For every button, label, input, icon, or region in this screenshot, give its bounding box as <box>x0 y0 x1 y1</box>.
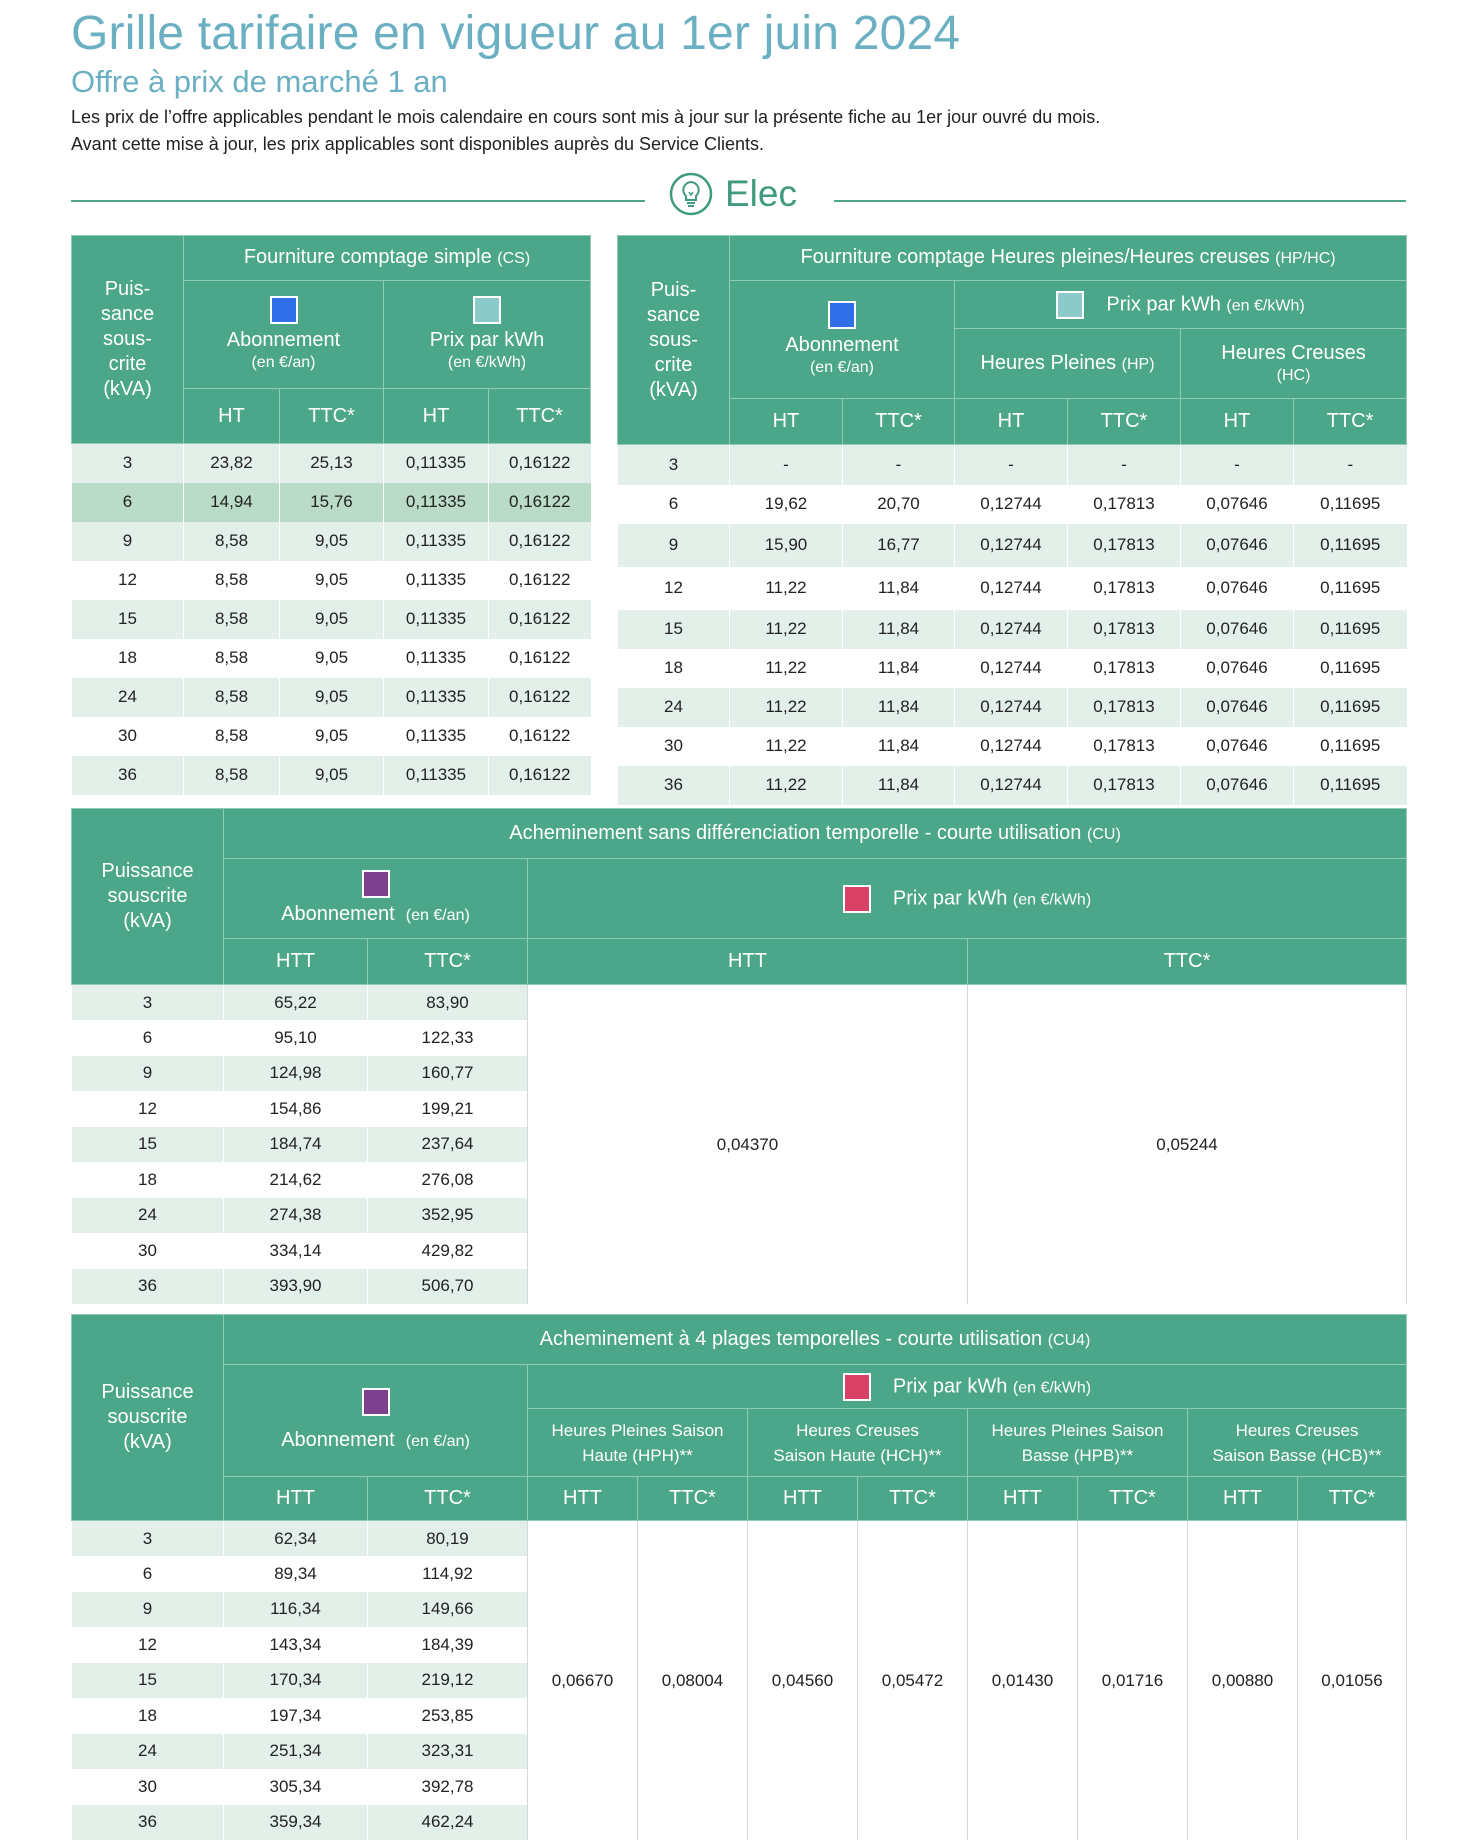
value-cell: 0,11335 <box>384 678 489 717</box>
table-cu4 <box>71 1314 1407 1840</box>
value-cell: 20,70 <box>843 485 955 524</box>
hphc-abo-ht-header: HT <box>730 399 843 445</box>
cu-prix-htt-header: HTT <box>528 939 968 985</box>
value-cell: 0,12744 <box>955 610 1068 649</box>
table-row <box>618 485 1407 524</box>
cu-title-header: Acheminement sans différenciation temporelle - courte utilisation (CU) <box>224 809 1407 859</box>
table-cu <box>71 808 1407 1304</box>
value-cell: 506,70 <box>368 1269 528 1305</box>
puissance-cell: 24 <box>618 688 730 727</box>
value-cell: 11,84 <box>843 688 955 727</box>
cu4-hch-ttc-header: TTC* <box>858 1477 968 1521</box>
value-cell: 8,58 <box>184 522 280 561</box>
hphc-abo-ttc-header: TTC* <box>843 399 955 445</box>
value-cell: 0,11695 <box>1294 485 1407 524</box>
value-cell: 0,07646 <box>1181 766 1294 805</box>
cu4-hcb-header: Heures Creuses Saison Basse (HCB)** <box>1188 1409 1407 1477</box>
cs-table-body <box>72 444 591 795</box>
cs-prix-ht-header: HT <box>384 389 489 444</box>
hphc-hc-ht-header: HT <box>1181 399 1294 445</box>
value-cell: 0,12744 <box>955 485 1068 524</box>
value-cell: 62,34 <box>224 1521 368 1557</box>
value-cell: - <box>955 445 1068 485</box>
value-cell: 0,11335 <box>384 444 489 483</box>
prix-legend-swatch <box>843 1373 871 1401</box>
value-cell: 25,13 <box>280 444 384 483</box>
value-cell: 199,21 <box>368 1091 528 1127</box>
table-row <box>72 600 591 639</box>
energy-price-cell: 0,01430 <box>968 1521 1078 1841</box>
value-cell: 9,05 <box>280 678 384 717</box>
cu4-hcb-ttc-header: TTC* <box>1298 1477 1407 1521</box>
cs-abo-ht-header: HT <box>184 389 280 444</box>
value-cell: 0,07646 <box>1181 524 1294 567</box>
cu4-hpb-htt-header: HTT <box>968 1477 1078 1521</box>
value-cell: 0,11335 <box>384 600 489 639</box>
value-cell: 122,33 <box>368 1020 528 1056</box>
cu-prix-header: Prix par kWh (en €/kWh) <box>528 859 1407 939</box>
abonnement-legend-swatch <box>828 301 856 329</box>
cu-abo-ttc-header: TTC* <box>368 939 528 985</box>
value-cell: 0,12744 <box>955 727 1068 766</box>
puissance-cell: 24 <box>72 1734 224 1770</box>
value-cell: 274,38 <box>224 1198 368 1234</box>
puissance-cell: 36 <box>72 1805 224 1841</box>
value-cell: 14,94 <box>184 483 280 522</box>
cu4-table-body <box>72 1521 1407 1841</box>
cu4-hch-header: Heures Creuses Saison Haute (HCH)** <box>748 1409 968 1477</box>
value-cell: 219,12 <box>368 1663 528 1699</box>
cu-table-body <box>72 985 1407 1305</box>
value-cell: 11,84 <box>843 649 955 688</box>
table-row <box>618 727 1407 766</box>
cu4-prix-header: Prix par kWh (en €/kWh) <box>528 1365 1407 1409</box>
cs-abonnement-header: Abonnement (en €/an) <box>184 281 384 389</box>
table-cs <box>71 235 591 795</box>
value-cell: 124,98 <box>224 1056 368 1092</box>
value-cell: 0,17813 <box>1068 649 1181 688</box>
value-cell: 9,05 <box>280 561 384 600</box>
energy-price-cell: 0,06670 <box>528 1521 638 1841</box>
value-cell: 160,77 <box>368 1056 528 1092</box>
value-cell: 0,11335 <box>384 756 489 795</box>
value-cell: 0,11335 <box>384 639 489 678</box>
value-cell: 0,16122 <box>489 561 591 600</box>
section-title: Elec <box>725 173 797 214</box>
cu4-puissance-header: Puissance souscrite (kVA) <box>72 1315 224 1521</box>
puissance-cell: 18 <box>618 649 730 688</box>
value-cell: 392,78 <box>368 1769 528 1805</box>
value-cell: 0,11695 <box>1294 524 1407 567</box>
value-cell: 0,17813 <box>1068 567 1181 610</box>
value-cell: 0,16122 <box>489 756 591 795</box>
value-cell: - <box>1068 445 1181 485</box>
value-cell: 0,16122 <box>489 639 591 678</box>
value-cell: 0,17813 <box>1068 766 1181 805</box>
value-cell: 0,11695 <box>1294 688 1407 727</box>
cu-abonnement-header: Abonnement (en €/an) <box>224 859 528 939</box>
hphc-hp-ht-header: HT <box>955 399 1068 445</box>
value-cell: 9,05 <box>280 600 384 639</box>
value-cell: 114,92 <box>368 1556 528 1592</box>
value-cell: 305,34 <box>224 1769 368 1805</box>
value-cell: 0,12744 <box>955 766 1068 805</box>
value-cell: 0,11695 <box>1294 727 1407 766</box>
value-cell: 323,31 <box>368 1734 528 1770</box>
puissance-cell: 30 <box>72 1233 224 1269</box>
puissance-cell: 12 <box>72 561 184 600</box>
puissance-cell: 9 <box>72 1056 224 1092</box>
hphc-title-header: Fourniture comptage Heures pleines/Heures creuses (HP/HC) <box>730 236 1407 281</box>
value-cell: 0,16122 <box>489 444 591 483</box>
page-title: Grille tarifaire en vigueur au 1er juin 2024 <box>71 7 961 60</box>
value-cell: 0,16122 <box>489 522 591 561</box>
hphc-puissance-header: Puis- sance sous- crite (kVA) <box>618 236 730 445</box>
puissance-cell: 18 <box>72 639 184 678</box>
cu4-hpb-header: Heures Pleines Saison Basse (HPB)** <box>968 1409 1188 1477</box>
cs-prix-ttc-header: TTC* <box>489 389 591 444</box>
value-cell: 0,11695 <box>1294 649 1407 688</box>
value-cell: 11,22 <box>730 567 843 610</box>
value-cell: 253,85 <box>368 1698 528 1734</box>
value-cell: 11,22 <box>730 649 843 688</box>
table-row <box>72 444 591 483</box>
puissance-cell: 12 <box>618 567 730 610</box>
energy-price-cell: 0,08004 <box>638 1521 748 1841</box>
value-cell: 0,11335 <box>384 522 489 561</box>
table-row <box>618 445 1407 485</box>
value-cell: 197,34 <box>224 1698 368 1734</box>
value-cell: 0,16122 <box>489 717 591 756</box>
table-row <box>72 483 591 522</box>
cu4-hpb-ttc-header: TTC* <box>1078 1477 1188 1521</box>
value-cell: 8,58 <box>184 561 280 600</box>
value-cell: 8,58 <box>184 678 280 717</box>
lightbulb-icon <box>669 172 713 216</box>
cu4-hch-htt-header: HTT <box>748 1477 858 1521</box>
puissance-cell: 36 <box>72 1269 224 1305</box>
value-cell: 0,12744 <box>955 567 1068 610</box>
value-cell: 9,05 <box>280 639 384 678</box>
table-row <box>72 561 591 600</box>
value-cell: 149,66 <box>368 1592 528 1628</box>
abonnement-legend-swatch <box>362 870 390 898</box>
cu4-hph-ttc-header: TTC* <box>638 1477 748 1521</box>
value-cell: 9,05 <box>280 756 384 795</box>
puissance-cell: 30 <box>72 717 184 756</box>
value-cell: 154,86 <box>224 1091 368 1127</box>
page-subtitle: Offre à prix de marché 1 an <box>71 64 448 99</box>
puissance-cell: 6 <box>72 1020 224 1056</box>
intro-text <box>71 104 1100 158</box>
value-cell: 462,24 <box>368 1805 528 1841</box>
energy-price-cell: 0,01716 <box>1078 1521 1188 1841</box>
value-cell: 8,58 <box>184 600 280 639</box>
abonnement-legend-swatch <box>270 296 298 324</box>
puissance-cell: 3 <box>72 444 184 483</box>
energy-price-cell: 0,05472 <box>858 1521 968 1841</box>
value-cell: 11,22 <box>730 610 843 649</box>
cu-puissance-header: Puissance souscrite (kVA) <box>72 809 224 985</box>
puissance-cell: 15 <box>618 610 730 649</box>
value-cell: 11,84 <box>843 610 955 649</box>
value-cell: 237,64 <box>368 1127 528 1163</box>
puissance-cell: 3 <box>618 445 730 485</box>
value-cell: - <box>1294 445 1407 485</box>
table-row <box>72 985 1407 1021</box>
value-cell: 11,22 <box>730 727 843 766</box>
value-cell: 0,07646 <box>1181 649 1294 688</box>
value-cell: 0,12744 <box>955 649 1068 688</box>
cu4-hph-header: Heures Pleines Saison Haute (HPH)** <box>528 1409 748 1477</box>
prix-legend-swatch <box>843 885 871 913</box>
value-cell: 16,77 <box>843 524 955 567</box>
value-cell: 429,82 <box>368 1233 528 1269</box>
value-cell: 276,08 <box>368 1162 528 1198</box>
hphc-hp-header: Heures Pleines (HP) <box>955 329 1181 399</box>
value-cell: 116,34 <box>224 1592 368 1628</box>
puissance-cell: 24 <box>72 678 184 717</box>
value-cell: 11,84 <box>843 567 955 610</box>
value-cell: 8,58 <box>184 639 280 678</box>
value-cell: 8,58 <box>184 717 280 756</box>
value-cell: - <box>1181 445 1294 485</box>
puissance-cell: 30 <box>72 1769 224 1805</box>
section-divider-left <box>71 200 645 202</box>
value-cell: 0,11695 <box>1294 567 1407 610</box>
puissance-cell: 30 <box>618 727 730 766</box>
value-cell: 80,19 <box>368 1521 528 1557</box>
value-cell: 0,11695 <box>1294 766 1407 805</box>
puissance-cell: 15 <box>72 600 184 639</box>
intro-line-1: Les prix de l’offre applicables pendant le mois calendaire en cours sont mis à jour sur la présente fiche au 1er jour ouvré du mois. <box>71 107 1101 127</box>
cu-abo-htt-header: HTT <box>224 939 368 985</box>
cu4-abo-htt-header: HTT <box>224 1477 368 1521</box>
value-cell: 0,12744 <box>955 688 1068 727</box>
table-row <box>72 639 591 678</box>
value-cell: 184,39 <box>368 1627 528 1663</box>
value-cell: 334,14 <box>224 1233 368 1269</box>
puissance-cell: 9 <box>72 1592 224 1628</box>
value-cell: 0,16122 <box>489 678 591 717</box>
section-header-elec <box>669 172 797 216</box>
table-row <box>618 649 1407 688</box>
puissance-cell: 9 <box>618 524 730 567</box>
puissance-cell: 12 <box>72 1627 224 1663</box>
cs-prix-header: Prix par kWh (en €/kWh) <box>384 281 591 389</box>
table-row <box>618 766 1407 805</box>
table-row <box>618 524 1407 567</box>
value-cell: 11,22 <box>730 688 843 727</box>
cs-title-header: Fourniture comptage simple (CS) <box>184 236 591 281</box>
value-cell: 0,07646 <box>1181 485 1294 524</box>
value-cell: 0,16122 <box>489 600 591 639</box>
value-cell: 23,82 <box>184 444 280 483</box>
value-cell: 359,34 <box>224 1805 368 1841</box>
hphc-hp-ttc-header: TTC* <box>1068 399 1181 445</box>
puissance-cell: 12 <box>72 1091 224 1127</box>
value-cell: - <box>843 445 955 485</box>
puissance-cell: 36 <box>72 756 184 795</box>
section-divider-right <box>834 200 1406 202</box>
table-hphc <box>617 235 1407 805</box>
value-cell: 89,34 <box>224 1556 368 1592</box>
value-cell: 9,05 <box>280 717 384 756</box>
value-cell: 143,34 <box>224 1627 368 1663</box>
puissance-cell: 24 <box>72 1198 224 1234</box>
value-cell: 11,22 <box>730 766 843 805</box>
puissance-cell: 18 <box>72 1698 224 1734</box>
table-row <box>618 567 1407 610</box>
value-cell: 0,11335 <box>384 483 489 522</box>
value-cell: 8,58 <box>184 756 280 795</box>
value-cell: 0,11695 <box>1294 610 1407 649</box>
puissance-cell: 15 <box>72 1127 224 1163</box>
table-row <box>72 522 591 561</box>
table-row <box>618 688 1407 727</box>
value-cell: 0,11335 <box>384 561 489 600</box>
value-cell: 170,34 <box>224 1663 368 1699</box>
value-cell: 9,05 <box>280 522 384 561</box>
puissance-cell: 3 <box>72 985 224 1021</box>
value-cell: 83,90 <box>368 985 528 1021</box>
value-cell: 0,12744 <box>955 524 1068 567</box>
table-row <box>72 756 591 795</box>
puissance-cell: 36 <box>618 766 730 805</box>
energy-price-cell: 0,00880 <box>1188 1521 1298 1841</box>
puissance-cell: 15 <box>72 1663 224 1699</box>
value-cell: 0,07646 <box>1181 727 1294 766</box>
cu4-abo-ttc-header: TTC* <box>368 1477 528 1521</box>
cs-abo-ttc-header: TTC* <box>280 389 384 444</box>
value-cell: 15,90 <box>730 524 843 567</box>
puissance-cell: 9 <box>72 522 184 561</box>
value-cell: 0,17813 <box>1068 485 1181 524</box>
puissance-cell: 6 <box>72 1556 224 1592</box>
value-cell: 15,76 <box>280 483 384 522</box>
hphc-abonnement-header: Abonnement (en €/an) <box>730 281 955 399</box>
hphc-hc-header: Heures Creuses (HC) <box>1181 329 1407 399</box>
puissance-cell: 18 <box>72 1162 224 1198</box>
cs-puissance-header: Puis- sance sous- crite (kVA) <box>72 236 184 444</box>
puissance-cell: 3 <box>72 1521 224 1557</box>
table-row <box>72 1521 1407 1557</box>
value-cell: 0,17813 <box>1068 727 1181 766</box>
value-cell: 0,17813 <box>1068 524 1181 567</box>
cu4-title-header: Acheminement à 4 plages temporelles - courte utilisation (CU4) <box>224 1315 1407 1365</box>
value-cell: 184,74 <box>224 1127 368 1163</box>
abonnement-legend-swatch <box>362 1388 390 1416</box>
cu4-hcb-htt-header: HTT <box>1188 1477 1298 1521</box>
energy-price-cell: 0,04560 <box>748 1521 858 1841</box>
value-cell: 0,07646 <box>1181 688 1294 727</box>
cu4-hph-htt-header: HTT <box>528 1477 638 1521</box>
puissance-cell: 6 <box>72 483 184 522</box>
table-row <box>72 678 591 717</box>
value-cell: 393,90 <box>224 1269 368 1305</box>
hphc-prix-header: Prix par kWh (en €/kWh) <box>955 281 1407 329</box>
value-cell: 95,10 <box>224 1020 368 1056</box>
value-cell: 0,17813 <box>1068 688 1181 727</box>
cu4-abonnement-header: Abonnement (en €/an) <box>224 1365 528 1477</box>
value-cell: 352,95 <box>368 1198 528 1234</box>
table-row <box>618 610 1407 649</box>
prix-legend-swatch <box>1056 291 1084 319</box>
value-cell: 11,84 <box>843 727 955 766</box>
prix-legend-swatch <box>473 296 501 324</box>
value-cell: - <box>730 445 843 485</box>
hphc-hc-ttc-header: TTC* <box>1294 399 1407 445</box>
intro-line-2: Avant cette mise à jour, les prix applicables sont disponibles auprès du Service Clients. <box>71 134 765 154</box>
value-cell: 214,62 <box>224 1162 368 1198</box>
value-cell: 0,17813 <box>1068 610 1181 649</box>
table-row <box>72 717 591 756</box>
hphc-table-body <box>618 445 1407 805</box>
cu-prix-ttc-header: TTC* <box>968 939 1407 985</box>
energy-price-cell: 0,05244 <box>968 985 1407 1305</box>
value-cell: 251,34 <box>224 1734 368 1770</box>
energy-price-cell: 0,04370 <box>528 985 968 1305</box>
value-cell: 0,11335 <box>384 717 489 756</box>
puissance-cell: 6 <box>618 485 730 524</box>
energy-price-cell: 0,01056 <box>1298 1521 1407 1841</box>
value-cell: 19,62 <box>730 485 843 524</box>
value-cell: 0,16122 <box>489 483 591 522</box>
value-cell: 65,22 <box>224 985 368 1021</box>
value-cell: 11,84 <box>843 766 955 805</box>
value-cell: 0,07646 <box>1181 610 1294 649</box>
value-cell: 0,07646 <box>1181 567 1294 610</box>
